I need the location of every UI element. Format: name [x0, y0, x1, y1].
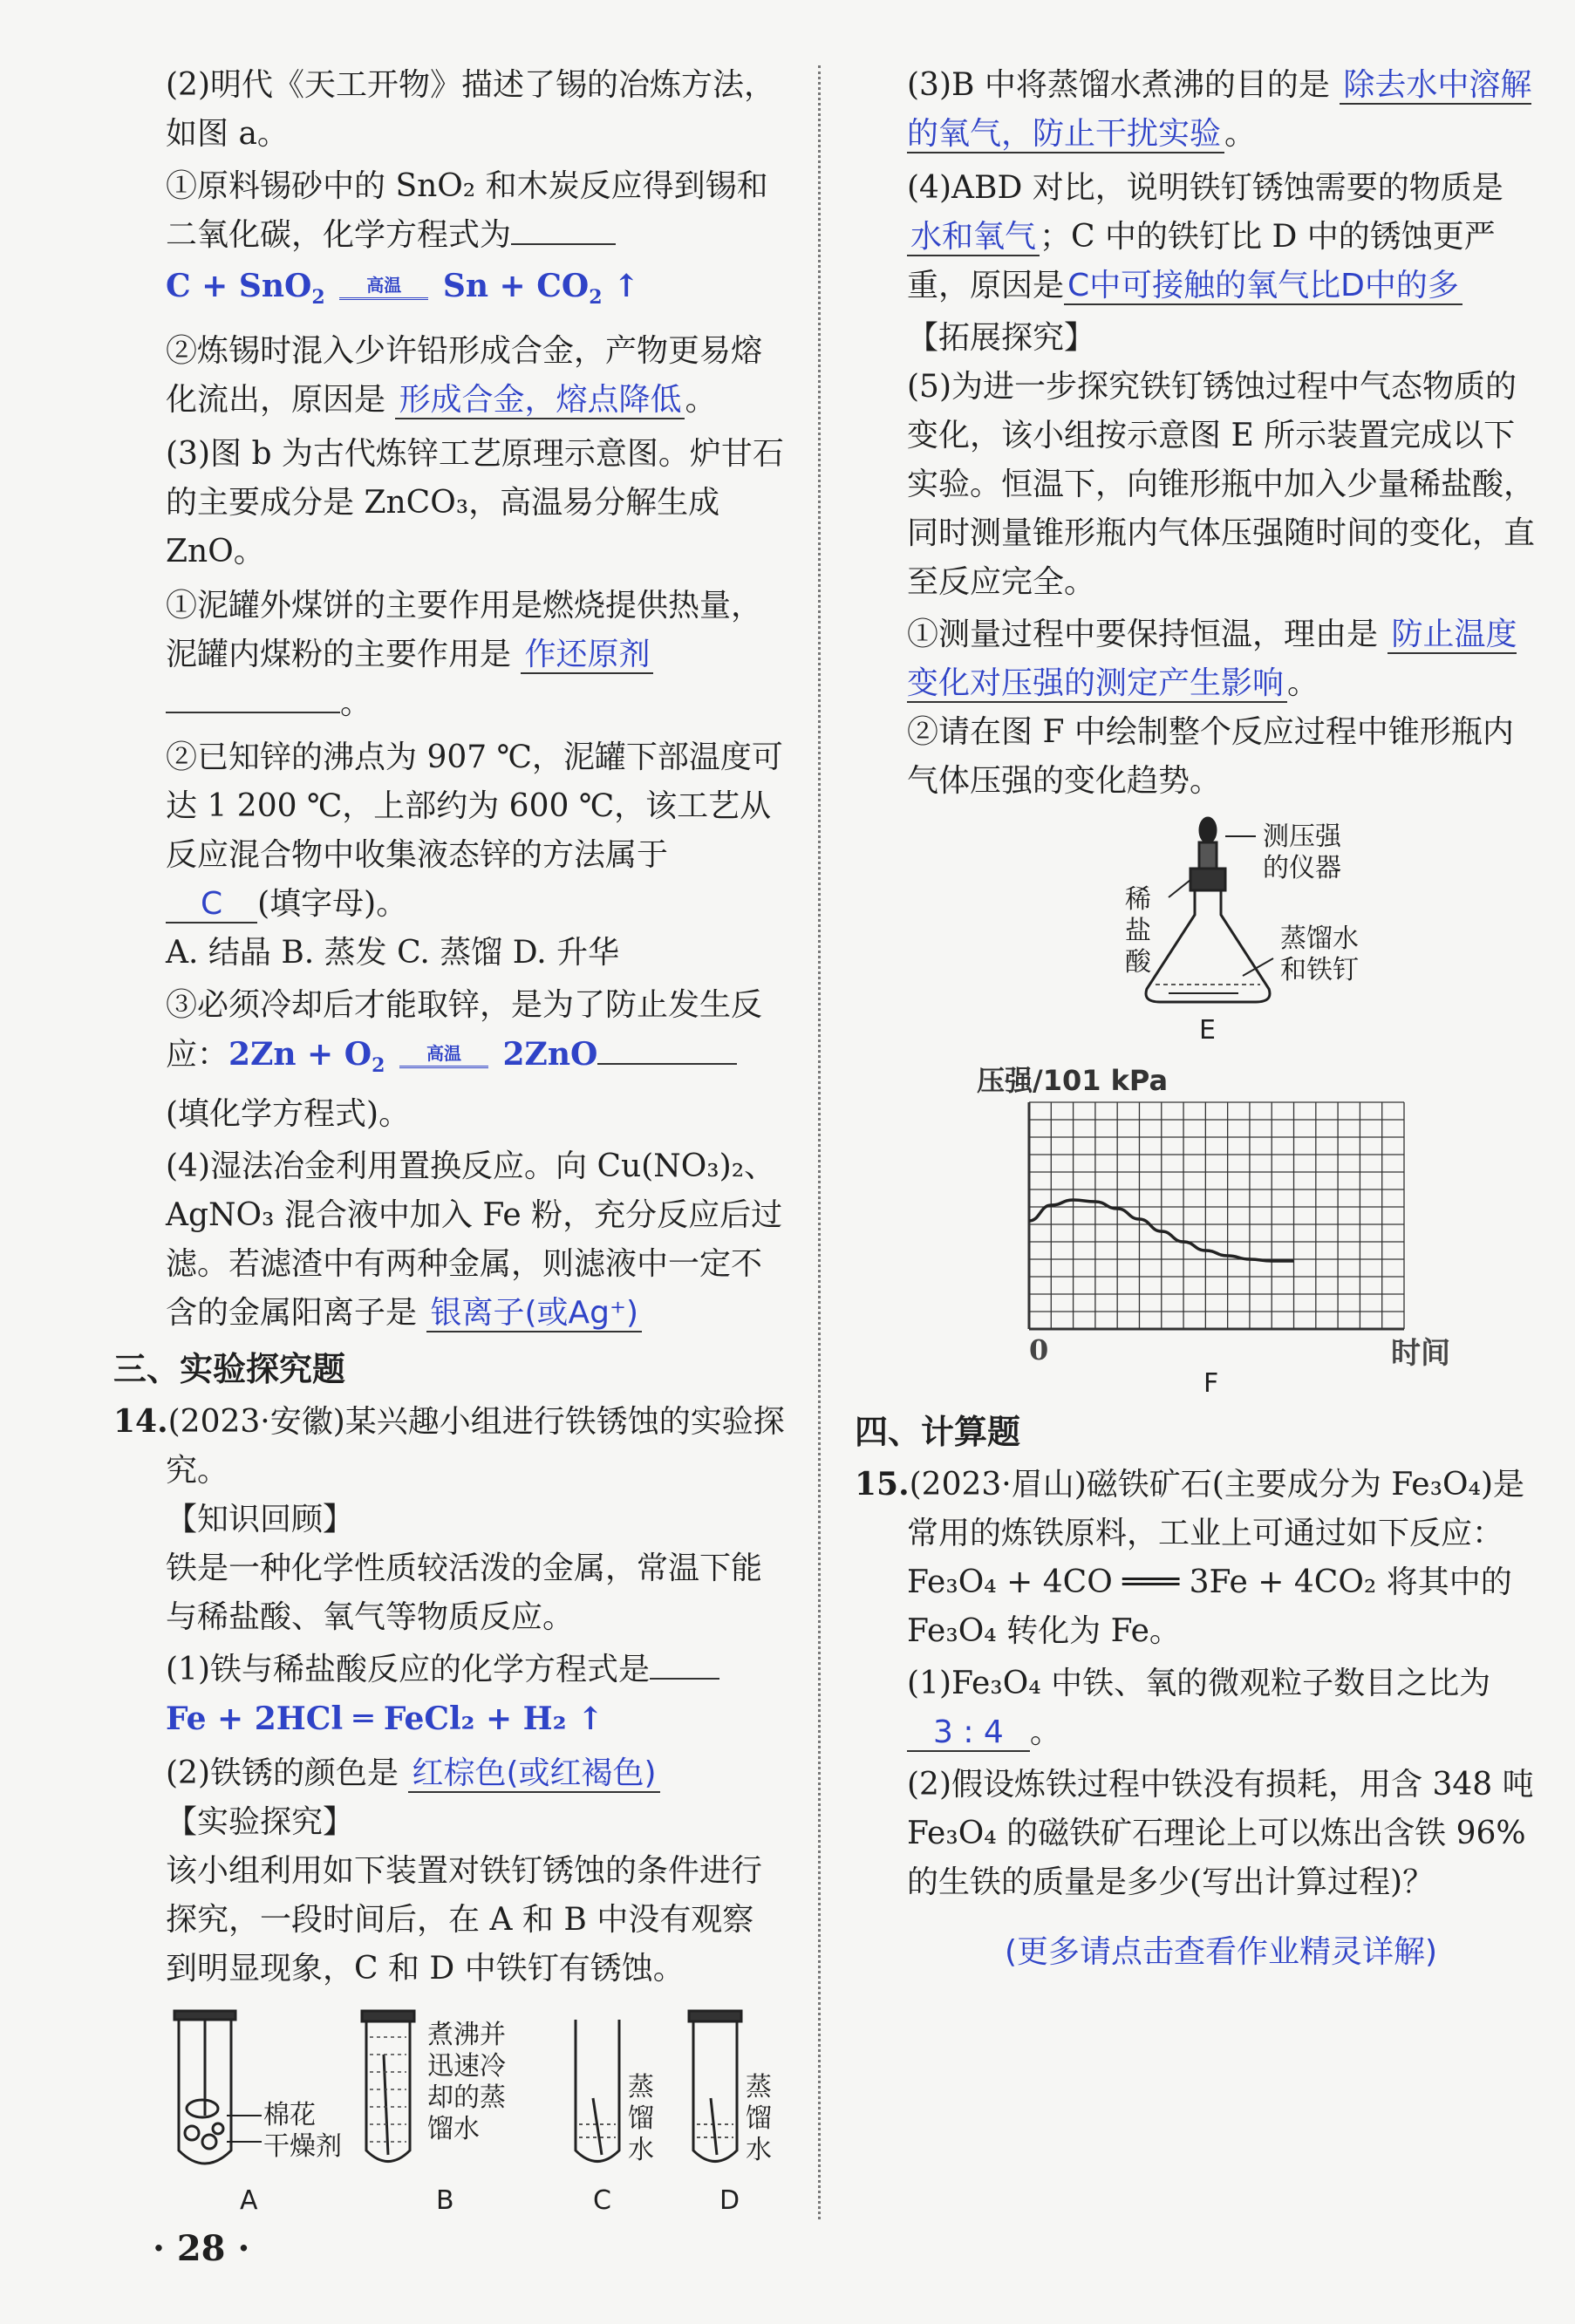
answer-fe-hcl: Fe + 2HCl ═ FeCl₂ + H₂ ↑: [166, 1700, 604, 1738]
question-14-5-1: ①测量过程中要保持恒温，理由是: [907, 617, 1379, 652]
knowledge-review-heading: 【知识回顾】: [166, 1502, 355, 1538]
figure-e-caption: E: [1199, 1015, 1216, 1046]
tube-d-label: 蒸馏水: [746, 2072, 772, 2166]
column-divider: [818, 65, 821, 2219]
question-14-4: (4)ABD 对比，说明铁钉锈蚀需要的物质是: [907, 170, 1503, 206]
answer-cd-reason: C中可接触的氧气比D中的多: [1064, 268, 1462, 305]
question-14-1: (1)铁与稀盐酸反应的化学方程式是: [166, 1652, 650, 1688]
condition-high-temp: 高温: [336, 276, 432, 295]
figure-e-label-instrument: 测压强的仪器: [1263, 821, 1341, 883]
caption-d: D: [719, 2185, 740, 2217]
figure-e-label-acid: 稀盐酸: [1125, 884, 1151, 978]
tube-c-label: 蒸馏水: [628, 2072, 654, 2166]
figure-f-caption: F: [1203, 1368, 1219, 1399]
answer-coal-role: 作还原剂: [521, 637, 653, 674]
extension-heading: 【拓展探究】: [907, 320, 1096, 356]
question-15-2: (2)假设炼铁过程中铁没有损耗，用含 348 吨 Fe₃O₄ 的磁铁矿石理论上可以炼出含铁 96% 的生铁的质量是多少(写出计算过程)？: [907, 1767, 1534, 1900]
tube-a: [174, 2011, 235, 2164]
question-2-1: ①原料锡砂中的 SnO₂ 和木炭反应得到锡和二氧化碳，化学方程式为: [166, 168, 768, 253]
caption-b: B: [436, 2185, 454, 2217]
chart-x-label: 时间: [1391, 1336, 1450, 1371]
question-3-2: ②已知锌的沸点为 907 ℃，泥罐下部温度可达 1 200 ℃，上部约为 600 ℃，该工艺从反应混合物中收集液态锌的方法属于: [166, 739, 783, 874]
tube-a-label-1: 棉花: [263, 2100, 316, 2131]
tube-d: [689, 2011, 741, 2162]
answer-boil-purpose: 除去水中溶解的氧气，防止干扰实验: [907, 67, 1532, 152]
answer-rust-needs: 水和氧气: [907, 219, 1040, 256]
left-column: (2)明代《天工开物》描述了锡的冶炼方法，如图 a。 ①原料锡砂中的 SnO₂ 和木炭反应得到锡和二氧化碳，化学方程式为 C + SnO$_2$ 高温 $Sn + CO_2$ ↑ ②炼锡时混入少许铅形成合金，产物更易熔化流出，原因是 形成合金，熔点降低 。 (3)图 b 为古代炼锌工艺原理示意图。炉甘石的主要成分是 ZnCO₃，高温易分解生成 ZnO。 ①泥罐外煤饼的主要作用是燃烧提供热量，泥罐内煤粉的主要作用是 作还原剂 。 ②已知锌的沸点为 907 ℃，泥罐下部温度可达 1 200 ℃，上部约为 600 ℃，该工艺从反应混合物中收集液态锌的方法属于 C (填字母)。 A. 结晶 B. 蒸发 C. 蒸馏 D. 升华 ③必须冷却后才能取锌，是为了防止发生反应：$2Zn + O_2$ 高温 2ZnO (填化学方程式)。 (4)湿法冶金利用置换反应。向 Cu(NO₃)₂、AgNO₃ 混合液中加入 Fe 粉，充分反应后过滤。若滤渣中有两种金属，则滤液中一定不含的金属阳离子是 银离子(或Ag⁺) 三、实验探究题 14.(2023·安徽)某兴趣小组进行铁锈蚀的实验探究。 【知识回顾】 铁是一种化学性质较活泼的金属，常温下能与稀盐酸、氧气等物质反应。 (1)铁与稀盐酸反应的化学方程式是 Fe + 2HCl ═ FeCl₂ + H₂ ↑ (2)铁锈的颜色是 红棕色(或红褐色) 【实验探究】 该小组利用如下装置对铁钉锈蚀的条件进行探究，一段时间后，在 A 和 B 中没有观察到明显现象，C 和 D 中铁钉有锈蚀。 棉花 干燥剂 煮沸并迅速冷却的蒸馏水 蒸馏水 蒸馏水 A B C D: [166, 61, 785, 2229]
question-14-2: (2)铁锈的颜色是: [166, 1755, 399, 1792]
more-details-link[interactable]: (更多请点击查看作业精灵详解): [1004, 1934, 1438, 1970]
section-3-heading: 三、实验探究题: [113, 1350, 346, 1389]
question-2-2: ②炼锡时混入少许铅形成合金，产物更易熔化流出，原因是: [166, 333, 763, 419]
knowledge-review-text: 铁是一种化学性质较活泼的金属，常温下能与稀盐酸、氧气等物质反应。: [166, 1550, 763, 1636]
flask-svg: [907, 814, 1535, 1024]
chart-origin: 0: [1029, 1333, 1049, 1366]
answer-tin-equation: C + SnO$_2$ 高温 $Sn + CO_2$ ↑: [166, 268, 640, 310]
question-3-3: ③必须冷却后才能取锌，是为了防止发生反应：: [166, 987, 763, 1073]
answer-rust-color: 红棕色(或红褐色): [408, 1755, 659, 1793]
question-14-3: (3)B 中将蒸馏水煮沸的目的是: [907, 67, 1330, 103]
tube-b: [362, 2011, 414, 2162]
question-15-1: (1)Fe₃O₄ 中铁、氧的微观粒子数目之比为: [907, 1666, 1491, 1701]
answer-ion: 银离子(或Ag⁺): [426, 1295, 642, 1332]
right-column: (3)B 中将蒸馏水煮沸的目的是 除去水中溶解的氧气，防止干扰实验 。 (4)ABD 对比，说明铁钉锈蚀需要的物质是水和氧气 ；C 中的铁钉比 D 中的锈蚀更严重，原因是 C中可接触的氧气比D中的多 【拓展探究】 (5)为进一步探究铁钉锈蚀过程中气态物质的变化，该小组按示意图 E 所示装置完成以下实验。恒温下，向锥形瓶中加入少量稀盐酸，同时测量锥形瓶内气体压强随时间的变化，直至反应完全。 ①测量过程中要保持恒温，理由是 防止温度变化对压强的测定产生影响 。 ②请在图 F 中绘制整个反应过程中锥形瓶内气体压强的变化趋势。 测压强的仪器 稀盐酸 蒸馏水和铁钉 E 压强/101 kPa 0 时间 F 四、计算题 15.(2023·眉山)磁铁矿石(主要成分为 Fe₃O₄)是常用的炼铁原料，工业上可通过如下反应：Fe₃O₄ + 4CO ═══ 3Fe + 4CO₂ 将其中的 Fe₃O₄ 转化为 Fe。 (1)Fe₃O₄ 中铁、氧的微观粒子数目之比为 3 : 4 。 (2)假设炼铁过程中铁没有损耗，用含 348 吨 Fe₃O₄ 的磁铁矿石理论上可以炼出含铁 96% 的生铁的质量是多少(写出计算过程)？ (更多请点击查看作业精灵详解): [907, 61, 1535, 1977]
answer-zinc-oxidation: $2Zn + O_2$ 高温 2ZnO: [228, 1036, 598, 1078]
section-4-heading: 四、计算题: [855, 1413, 1021, 1451]
question-14: (2023·安徽)某兴趣小组进行铁锈蚀的实验探究。: [166, 1404, 785, 1489]
question-3-stem: (3)图 b 为古代炼锌工艺原理示意图。炉甘石的主要成分是 ZnCO₃，高温易分解生成 ZnO。: [166, 436, 784, 570]
options-row: A. 结晶 B. 蒸发 C. 蒸馏 D. 升华: [166, 935, 620, 971]
question-2-stem: (2)明代《天工开物》描述了锡的冶炼方法，如图 a。: [166, 67, 775, 152]
answer-ratio: 3 : 4: [907, 1714, 1030, 1752]
caption-c: C: [593, 2185, 611, 2217]
tube-a-label-2: 干燥剂: [263, 2131, 342, 2163]
answer-alloy-reason: 形成合金，熔点降低: [395, 382, 685, 419]
question-15: (2023·眉山)磁铁矿石(主要成分为 Fe₃O₄)是常用的炼铁原料，工业上可通过如下反应：Fe₃O₄ + 4CO ═══ 3Fe + 4CO₂ 将其中的 Fe₃O₄ 转化为 Fe。: [907, 1467, 1525, 1649]
tube-b-label: 煮沸并迅速冷却的蒸馏水: [427, 2020, 506, 2145]
chart-y-label: 压强/101 kPa: [977, 1064, 1169, 1097]
caption-a: A: [240, 2185, 258, 2217]
experiment-heading: 【实验探究】: [166, 1804, 355, 1841]
answer-method: C: [166, 886, 257, 923]
question-14-5-2: ②请在图 F 中绘制整个反应过程中锥形瓶内气体压强的变化趋势。: [907, 714, 1514, 799]
figure-f: [907, 1059, 1535, 1407]
figure-e: [907, 814, 1535, 1059]
test-tube-figure: [166, 2002, 785, 2229]
page-number: · 28 ·: [153, 2228, 250, 2269]
answer-constant-temp: 防止温度变化对压强的测定产生影响: [907, 617, 1517, 701]
question-4: (4)湿法冶金利用置换反应。向 Cu(NO₃)₂、AgNO₃ 混合液中加入 Fe 粉，充分反应后过滤。若滤渣中有两种金属，则滤液中一定不含的金属阳离子是: [166, 1148, 783, 1332]
experiment-text: 该小组利用如下装置对铁钉锈蚀的条件进行探究，一段时间后，在 A 和 B 中没有观察到明显现象，C 和 D 中铁钉有锈蚀。: [166, 1853, 763, 1987]
tube-c: [576, 2020, 619, 2162]
figure-e-label-water-nail: 蒸馏水和铁钉: [1280, 923, 1359, 985]
question-3-1: ①泥罐外煤饼的主要作用是燃烧提供热量，泥罐内煤粉的主要作用是: [166, 588, 763, 673]
question-14-5: (5)为进一步探究铁钉锈蚀过程中气态物质的变化，该小组按示意图 E 所示装置完成以下实验。恒温下，向锥形瓶中加入少量稀盐酸，同时测量锥形瓶内气体压强随时间的变化，直至反应完全。: [907, 369, 1536, 600]
